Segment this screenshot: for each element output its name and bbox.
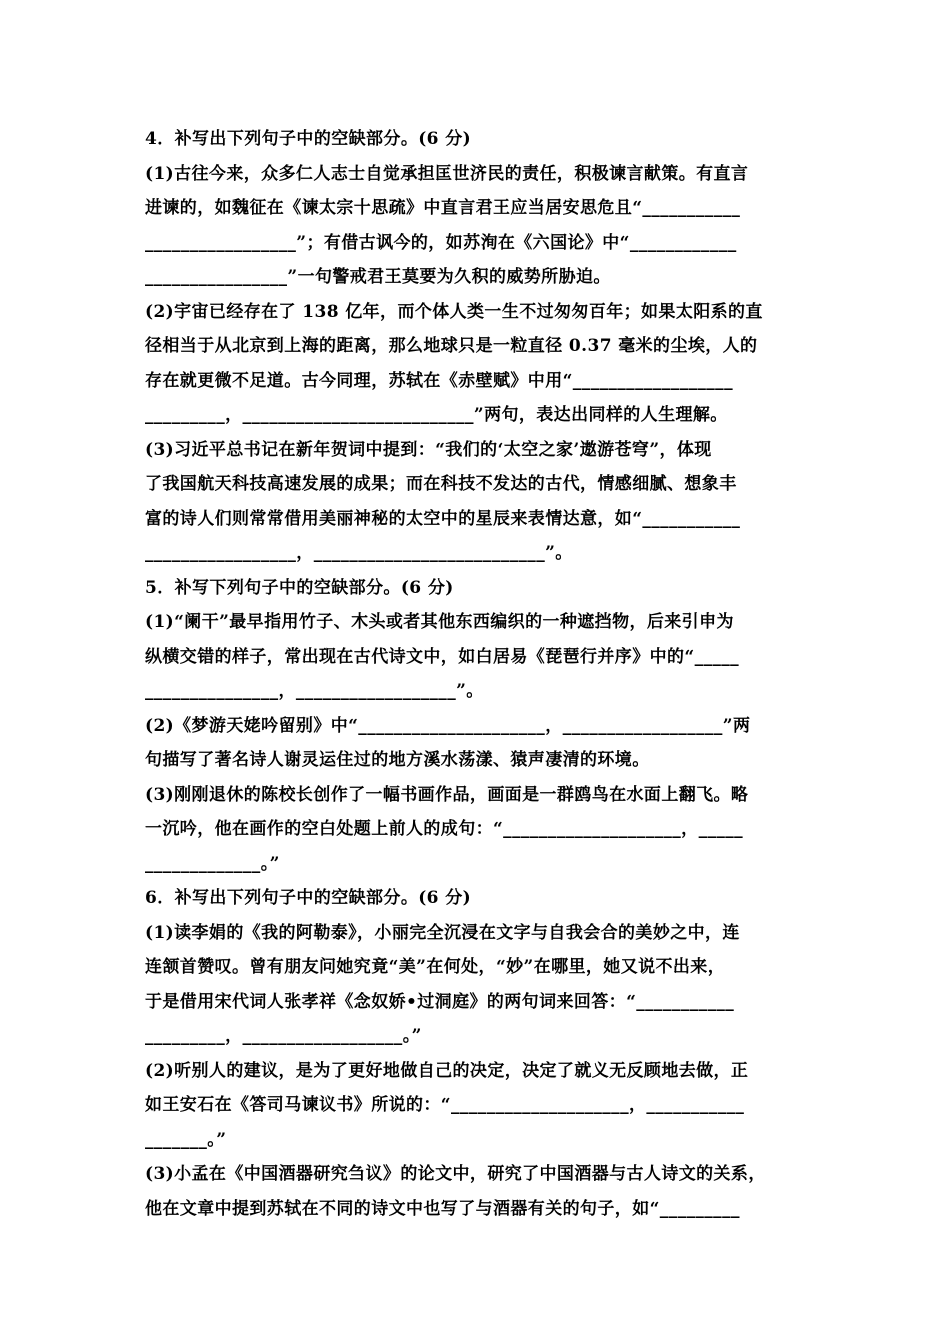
text-line: 进谏的，如魏征在《谏太宗十思疏》中直言君王应当居安思危且“___________	[145, 198, 741, 218]
text-line: (2)宇宙已经存在了 138 亿年，而个体人类一生不过匆匆百年；如果太阳系的直	[145, 302, 763, 322]
text-line: (1)读李娟的《我的阿勒泰》，小丽完全沉浸在文字与自我会合的美妙之中，连	[145, 923, 740, 943]
text-line: 于是借用宋代词人张孝祥《念奴娇•过洞庭》的两句词来回答：“___________	[145, 992, 735, 1012]
text-line: 他在文章中提到苏轼在不同的诗文中也写了与酒器有关的句子，如“_________	[145, 1199, 740, 1219]
question-6-heading: 6．补写出下列句子中的空缺部分。(6 分)	[145, 888, 472, 908]
text-line: 径相当于从北京到上海的距离，那么地球只是一粒直径 0.37 毫米的尘埃，人的	[145, 336, 758, 356]
text-line: (3)习近平总书记在新年贺词中提到：“我们的‘太空之家’遨游苍穹”，体现	[145, 440, 712, 460]
text-line: 句描写了著名诗人谢灵运住过的地方溪水荡漾、猿声凄清的环境。	[145, 750, 650, 770]
text-line: ________________”一句警戒君王莫要为久积的威势所胁迫。	[145, 267, 611, 287]
question-4-heading: 4．补写出下列句子中的空缺部分。(6 分)	[145, 129, 472, 149]
text-line: (1)古往今来，众多仁人志士自觉承担匡世济民的责任，积极谏言献策。有直言	[145, 164, 749, 184]
text-line: _______________，__________________”。	[145, 681, 484, 701]
text-line: 连颔首赞叹。曾有朋友问她究竟“美”在何处，“妙”在哪里，她又说不出来，	[145, 957, 726, 977]
text-line: _________________”；有借古讽今的，如苏洵在《六国论》中“____________	[145, 233, 737, 253]
text-line: 一沉吟，他在画作的空白处题上前人的成句：“____________________，_____	[145, 819, 744, 839]
text-line: (3)刚刚退休的陈校长创作了一幅书画作品，画面是一群鸥鸟在水面上翻飞。略	[145, 785, 749, 805]
text-line: 如王安石在《答司马谏议书》所说的：“____________________，___________	[145, 1095, 745, 1115]
text-line: _______。”	[145, 1130, 227, 1150]
text-line: _____________。”	[145, 854, 280, 874]
text-line: 存在就更微不足道。古今同理，苏轼在《赤壁赋》中用“__________________	[145, 371, 733, 391]
text-line: (1)“阑干”最早指用竹子、木头或者其他东西编织的一种遮挡物，后来引申为	[145, 612, 734, 632]
text-line: 纵横交错的样子，常出现在古代诗文中，如白居易《琵琶行并序》中的“_____	[145, 647, 740, 667]
text-line: (2)听别人的建议，是为了更好地做自己的决定，决定了就义无反顾地去做，正	[145, 1061, 749, 1081]
text-line: _________，__________________________”两句，表达出同样的人生理解。	[145, 405, 728, 425]
text-line: _________，__________________。”	[145, 1026, 422, 1046]
text-line: (3)小孟在《中国酒器研究刍议》的论文中，研究了中国酒器与古人诗文的关系，	[145, 1164, 766, 1184]
text-line: (2)《梦游天姥吟留别》中“_____________________，__________________”两	[145, 716, 751, 736]
text-line: 富的诗人们则常常借用美丽神秘的太空中的星辰来表情达意，如“___________	[145, 509, 741, 529]
text-line: _________________，__________________________”。	[145, 543, 573, 563]
text-line: 了我国航天科技高速发展的成果；而在科技不发达的古代，情感细腻、想象丰	[145, 474, 737, 494]
question-5-heading: 5．补写下列句子中的空缺部分。(6 分)	[145, 578, 454, 598]
